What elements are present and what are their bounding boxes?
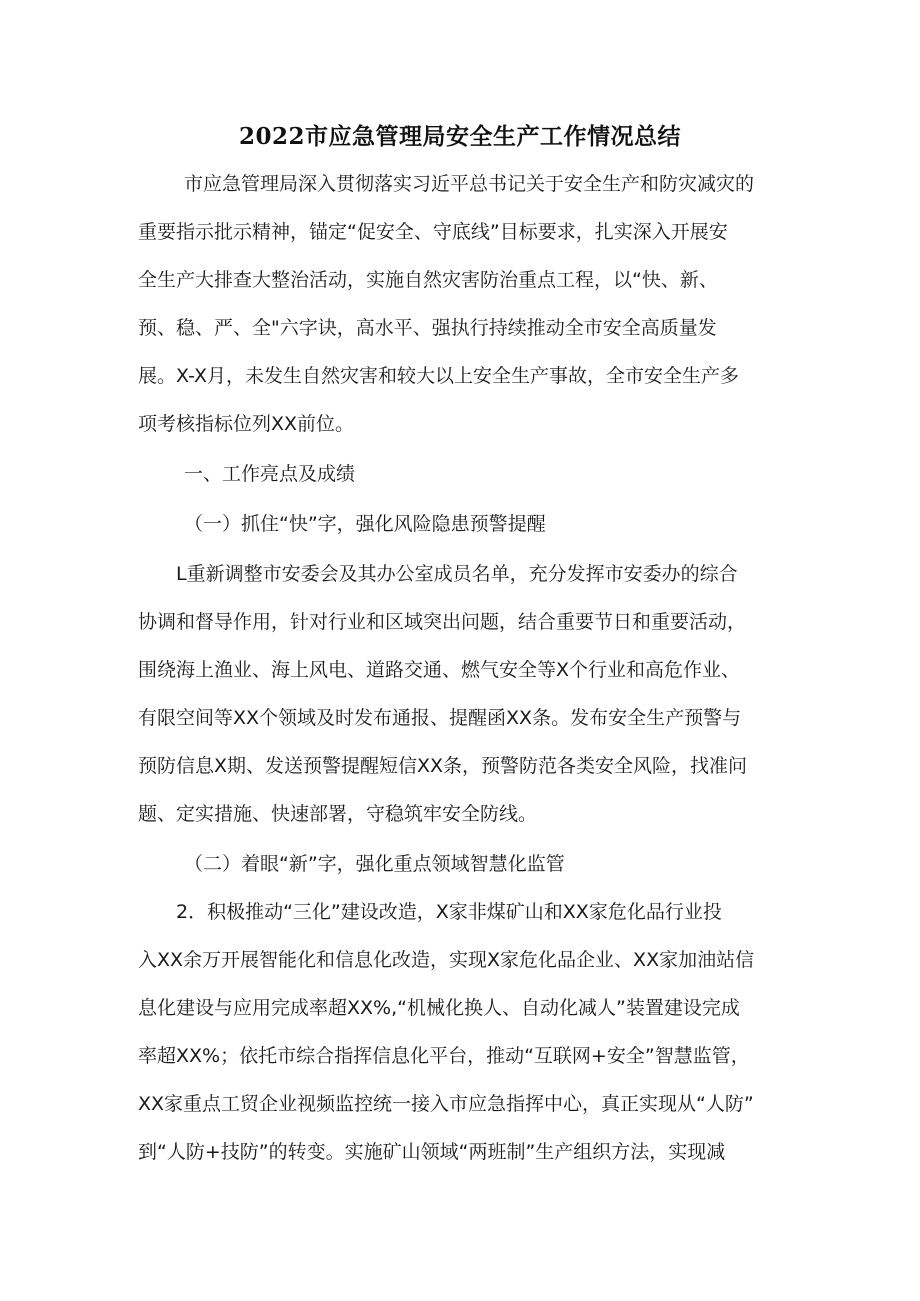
body-line: 重要指示批示精神，锚定“促安全、守底线”目标要求，扎实深入开展安: [138, 221, 728, 243]
body-line: 预、稳、严、全"六字诀，高水平、强执行持续推动全市安全高质量发: [138, 317, 717, 339]
document-title: 2022市应急管理局安全生产工作情况总结: [238, 123, 681, 150]
body-line: 率超XX%；依托市综合指挥信息化平台，推动“互联网+安全”智慧监管，: [138, 1045, 750, 1067]
body-line: 入XX余万开展智能化和信息化改造，实现X家危化品企业、XX家加油站信: [138, 949, 755, 971]
body-line: 项考核指标位列XX前位。: [138, 413, 355, 435]
section-heading: 一、工作亮点及成绩: [184, 463, 356, 485]
subsection-heading: （一）抓住“快”字，强化风险隐患预警提醒: [184, 513, 546, 535]
body-line: 展。X-X月，未发生自然灾害和较大以上安全生产事故，全市安全生产多: [138, 365, 739, 387]
body-line: 预防信息X期、发送预警提醒短信XX条，预警防范各类安全风险，找准问: [138, 755, 748, 777]
body-line: 协调和督导作用，针对行业和区域突出问题，结合重要节日和重要活动，: [138, 611, 747, 633]
body-line: 到“人防+技防”的转变。实施矿山领域“两班制”生产组织方法，实现减: [138, 1141, 726, 1163]
body-line: 息化建设与应用完成率超XX%,“机械化换人、自动化减人”装置建设完成: [138, 997, 740, 1019]
body-line: L重新调整市安委会及其办公室成员名单，充分发挥市安委办的综合: [176, 563, 738, 585]
body-line: 市应急管理局深入贯彻落实习近平总书记关于安全生产和防灾减灾的: [184, 173, 755, 195]
body-line: 全生产大排查大整治活动，实施自然灾害防治重点工程，以“快、新、: [138, 269, 718, 291]
body-line: 有限空间等XX个领域及时发布通报、提醒函XX条。发布安全生产预警与: [138, 707, 742, 729]
body-line: 题、定实措施、快速部署，守稳筑牢安全防线。: [138, 803, 538, 825]
body-line: 围绕海上渔业、海上风电、道路交通、燃气安全等X个行业和高危作业、: [138, 659, 741, 681]
body-line: XX家重点工贸企业视频监控统一接入市应急指挥中心，真正实现从“人防”: [138, 1093, 754, 1115]
body-line: 2．积极推动“三化”建设改造，X家非煤矿山和XX家危化品行业投: [176, 901, 722, 923]
subsection-heading: （二）着眼“新”字，强化重点领域智慧化监管: [184, 853, 565, 875]
